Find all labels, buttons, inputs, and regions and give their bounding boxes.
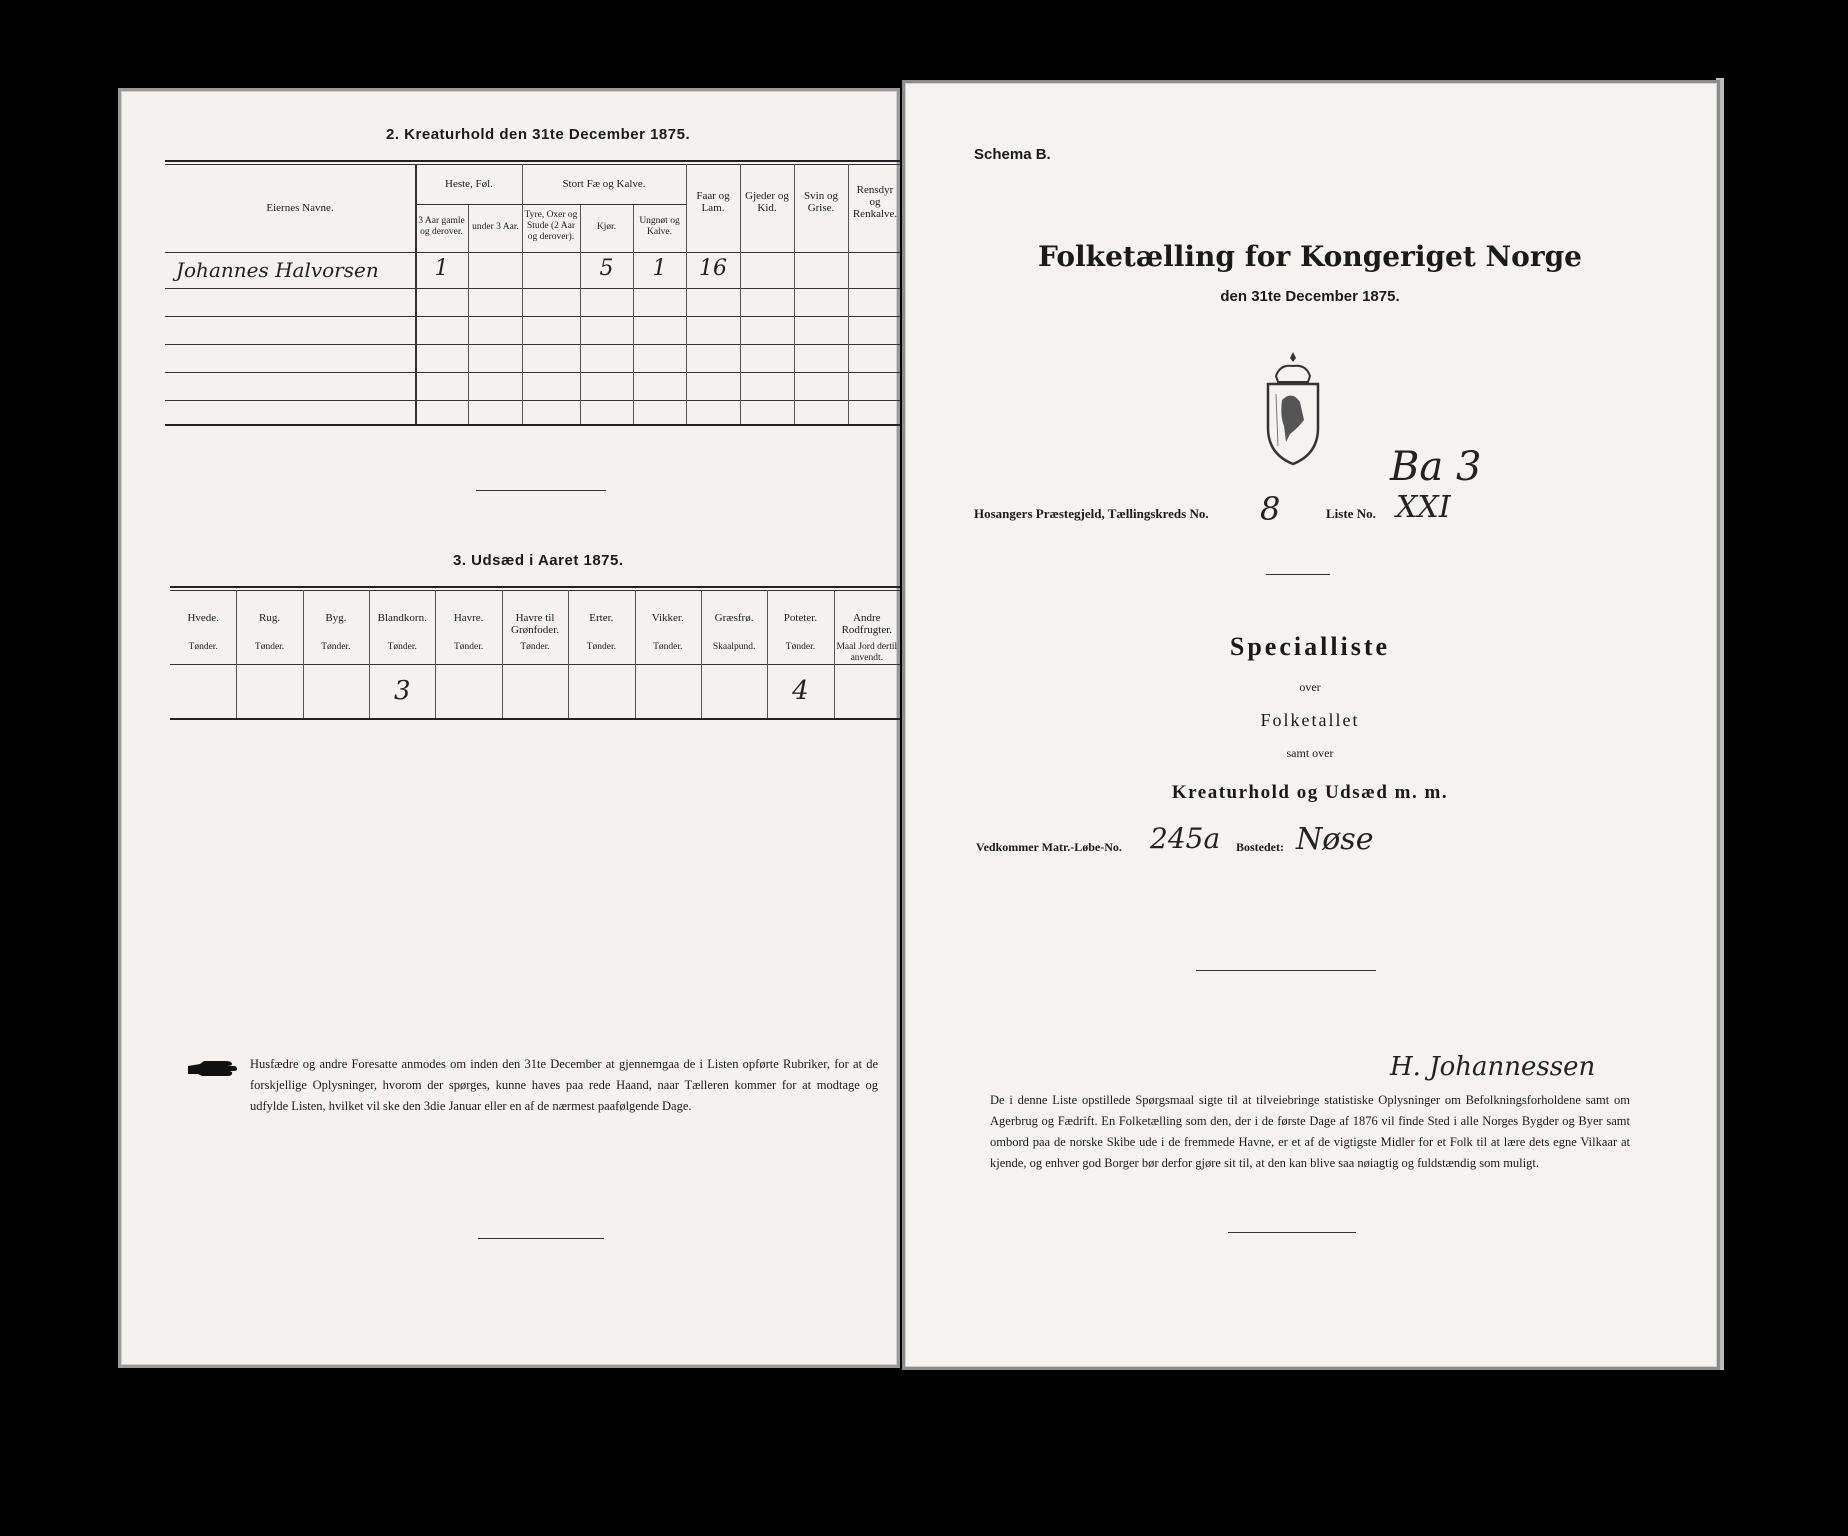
table3-unit: Tønder. — [653, 642, 683, 652]
table3-header: Vikker. — [651, 612, 684, 624]
table3-header: Rug. — [258, 612, 281, 624]
table3-value: 4 — [792, 676, 809, 706]
table3-header: Byg. — [325, 612, 347, 624]
fae-a-subheader: Tyre, Oxer og Stude (2 Aar og derover). — [524, 210, 578, 242]
census-title: Folketælling for Kongeriget Norge — [1038, 240, 1582, 273]
table3-top-rule-2 — [170, 590, 900, 591]
faar-header: Faar og Lam. — [696, 190, 730, 214]
instructions-notice: Husfædre og andre Foresatte anmodes om inden den 31te December at gjennemgaa de i Listen opførte Rubriker, for at de forskjellige Oplysninger, hvorom der spørges, kunne haves paa rede Haand, naar Tælleren kommer for at modtage og udfylde Listen, hvilket vil ske den 3die Januar eller en af de nærmest paafølgende Dage. — [250, 1057, 878, 1113]
table2-col-divider — [522, 164, 523, 424]
table2-row-rule — [165, 288, 900, 289]
table2-col-divider — [468, 204, 469, 424]
folketallet-label: Folketallet — [1260, 710, 1360, 730]
owner-header: Eiernes Navne. — [266, 202, 334, 214]
kreaturhold-label: Kreaturhold og Udsæd m. m. — [1171, 782, 1449, 803]
table3-col-divider — [236, 590, 237, 718]
coat-of-arms-icon — [1262, 350, 1324, 471]
table3-unit: Tønder. — [254, 642, 285, 652]
faar-value: 16 — [699, 256, 727, 281]
table3-header-rule — [170, 664, 900, 665]
section-3-title: 3. Udsæd i Aaret 1875. — [453, 552, 624, 569]
table3-unit: Tønder. — [387, 642, 417, 652]
table2-row-rule — [165, 344, 900, 345]
table3-unit: Tønder. — [586, 642, 616, 652]
owner-name: Johannes Halvorsen — [176, 258, 379, 282]
table3-unit: Tønder. — [188, 642, 218, 652]
table3-header: Blandkorn. — [377, 612, 427, 624]
fae-b-subheader: Kjør. — [596, 222, 617, 232]
right-divider-2 — [1196, 970, 1376, 971]
heste-a-value: 1 — [434, 256, 449, 281]
table2-col-divider — [415, 164, 417, 424]
bottom-divider — [478, 1238, 604, 1239]
table2-col-divider — [848, 164, 849, 424]
table3-header: Græsfrø. — [714, 612, 754, 624]
fae-c-value: 1 — [652, 256, 667, 281]
parish-label: Hosangers Præstegjeld, Tællingskreds No. — [974, 506, 1209, 521]
signature: H. Johannessen — [1390, 1052, 1596, 1082]
table3-col-divider — [568, 590, 569, 718]
table3-bottom-rule — [170, 718, 900, 720]
section-2-title: 2. Kreaturhold den 31te December 1875. — [386, 126, 691, 143]
over-label: over — [1299, 680, 1321, 694]
table2-col-divider — [580, 204, 581, 424]
right-bottom-divider — [1228, 1232, 1356, 1233]
table3-col-divider — [701, 590, 702, 718]
table3-col-divider — [303, 590, 304, 718]
table3-header: Poteter. — [783, 612, 818, 624]
table2-col-divider — [686, 164, 687, 424]
table2-col-divider — [794, 164, 795, 424]
table2-row-rule — [165, 372, 900, 373]
table3-unit: Tønder. — [321, 642, 351, 652]
samt-over-label: samt over — [1286, 746, 1334, 760]
fae-c-subheader: Ungnøt og Kalve. — [639, 216, 680, 237]
table2-col-divider — [740, 164, 741, 424]
kreds-number: 8 — [1260, 490, 1281, 528]
table3-unit: Maal Jord dertil anvendt. — [836, 642, 898, 663]
table3-col-divider — [435, 590, 436, 718]
table3-header: Erter. — [589, 612, 614, 624]
matr-number: 245a — [1150, 822, 1221, 855]
table2-row-rule — [165, 316, 900, 317]
census-date: den 31te December 1875. — [1220, 288, 1400, 305]
table3-col-divider — [502, 590, 503, 718]
heste-header: Heste, Føl. — [445, 178, 493, 190]
heste-a-subheader: 3 Aar gamle og derover. — [418, 216, 465, 237]
handwritten-ref: Ba 3 — [1390, 444, 1482, 490]
table2-top-rule — [165, 160, 900, 162]
rensdyr-header: Rensdyr og Renkalve. — [852, 184, 898, 220]
svin-header: Svin og Grise. — [804, 190, 838, 214]
table2-row-rule — [165, 400, 900, 401]
section-divider — [476, 490, 606, 491]
schema-label: Schema B. — [974, 146, 1051, 163]
right-divider — [1266, 574, 1330, 575]
table3-header: Hvede. — [187, 612, 219, 624]
table3-unit: Skaalpund. — [712, 642, 756, 652]
table2-header-rule — [165, 252, 900, 253]
table3-col-divider — [635, 590, 636, 718]
table3-header: Havre til Grønfoder. — [511, 612, 559, 636]
specialliste-title: Specialliste — [1229, 632, 1391, 661]
table2-bottom-rule — [165, 424, 900, 426]
fae-b-value: 5 — [599, 256, 614, 281]
bosted-label: Bostedet: — [1236, 840, 1284, 854]
table2-top-rule-2 — [165, 164, 900, 165]
table3-unit: Tønder. — [520, 642, 550, 652]
gjeder-header: Gjeder og Kid. — [745, 190, 789, 214]
table3-top-rule — [170, 586, 900, 588]
table2-group-rule — [415, 204, 686, 205]
liste-label: Liste No. — [1326, 506, 1376, 521]
table3-header: Andre Rodfrugter. — [841, 612, 893, 636]
heste-b-subheader: under 3 Aar. — [472, 222, 519, 232]
matr-label: Vedkommer Matr.-Løbe-No. — [976, 840, 1122, 854]
table3-unit: Tønder. — [785, 642, 816, 652]
liste-number: XXI — [1396, 490, 1451, 525]
table3-value: 3 — [393, 676, 411, 706]
stortfae-header: Stort Fæ og Kalve. — [562, 178, 646, 190]
pointing-hand-icon — [186, 1058, 238, 1080]
table3-unit: Tønder. — [453, 642, 484, 652]
bosted-value: Nøse — [1296, 822, 1374, 857]
table3-header: Havre. — [453, 612, 484, 624]
explanation-text: De i denne Liste opstillede Spørgsmaal sigte til at tilveiebringe statistiske Oplysninger om Befolkningsforholdene samt om Agerbrug og Fædrift. En Folketælling som den, der i de første Dage af 1876 vil finde Sted i alle Norges Bygder og Byer samt ombord paa de norske Skibe ude i de fremmede Havne, er et af de vigtigste Midler for et Folk til at lære dets egne Vilkaar at kjende, og enhver god Borger bør derfor gjøre sit til, at den kan blive saa nøiagtig og fuldstændig som muligt. — [990, 1093, 1630, 1170]
